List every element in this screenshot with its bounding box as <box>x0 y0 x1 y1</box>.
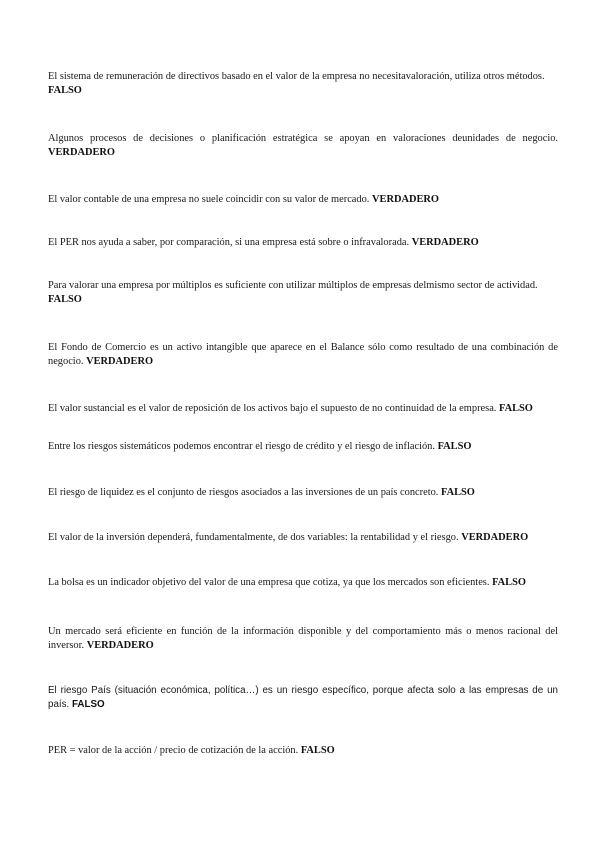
statement-12 <box>48 625 558 653</box>
statement-2 <box>48 132 558 160</box>
statement-text: PER = valor de la acción / precio de cotización de la acción. <box>48 745 299 756</box>
statement-verdict: FALSO <box>71 699 105 710</box>
statement-verdict: VERDADERO <box>372 194 439 205</box>
statement-verdict: VERDADERO <box>411 237 479 248</box>
statement-text: El riesgo País (situación económica, política…) es un riesgo específico, porque afecta solo a las empresas de un país. <box>48 685 558 710</box>
statement-verdict: FALSO <box>499 403 533 414</box>
statement-6 <box>48 341 558 369</box>
statement-11 <box>48 576 558 590</box>
statement-text: Entre los riesgos sistemáticos podemos encontrar el riesgo de crédito y el riesgo de inflación. <box>48 441 435 452</box>
statement-5 <box>48 279 558 307</box>
statement-text: El sistema de remuneración de directivos basado en el valor de la empresa no necesitavaloración, utiliza otros métodos. <box>48 71 545 82</box>
statement-14 <box>48 744 558 758</box>
statement-verdict: FALSO <box>48 85 82 96</box>
statement-text: El valor contable de una empresa no suele coincidir con su valor de mercado. <box>48 194 370 205</box>
statement-text: El valor sustancial es el valor de reposición de los activos bajo el supuesto de no continuidad de la empresa. <box>48 403 497 414</box>
statement-8 <box>48 440 558 454</box>
statement-9 <box>48 486 558 500</box>
statement-verdict: VERDADERO <box>86 640 154 651</box>
statement-verdict: VERDADERO <box>86 356 154 367</box>
statement-4 <box>48 236 558 250</box>
statement-verdict: VERDADERO <box>461 532 529 543</box>
statement-text: Un mercado será eficiente en función de la información disponible y del comportamiento más o menos racional del inversor. <box>48 626 558 651</box>
statement-verdict: FALSO <box>300 745 335 756</box>
statement-verdict: FALSO <box>441 487 475 498</box>
statement-text: El riesgo de liquidez es el conjunto de riesgos asociados a las inversiones de un país concreto. <box>48 487 439 498</box>
statement-text: El valor de la inversión dependerá, fundamentalmente, de dos variables: la rentabilidad y el riesgo. <box>48 532 459 543</box>
statement-10 <box>48 531 558 545</box>
statement-verdict: FALSO <box>492 577 526 588</box>
statement-13 <box>48 684 558 712</box>
statement-verdict: VERDADERO <box>48 147 115 158</box>
statement-7 <box>48 402 558 416</box>
statement-text: El Fondo de Comercio es un activo intangible que aparece en el Balance sólo como resultado de una combinación de negocio. <box>48 342 558 367</box>
statement-text: Algunos procesos de decisiones o planificación estratégica se apoyan en valoraciones deunidades de negocio. <box>48 133 558 144</box>
statement-3 <box>48 193 558 207</box>
statement-text: Para valorar una empresa por múltiplos es suficiente con utilizar múltiplos de empresas delmismo sector de actividad. <box>48 280 538 291</box>
statement-text: El PER nos ayuda a saber, por comparación, si una empresa está sobre o infravalorada. <box>48 237 410 248</box>
statement-verdict: FALSO <box>437 441 472 452</box>
statement-verdict: FALSO <box>48 294 82 305</box>
statement-1 <box>48 70 558 98</box>
statement-text: La bolsa es un indicador objetivo del valor de una empresa que cotiza, ya que los mercados son eficientes. <box>48 577 490 588</box>
